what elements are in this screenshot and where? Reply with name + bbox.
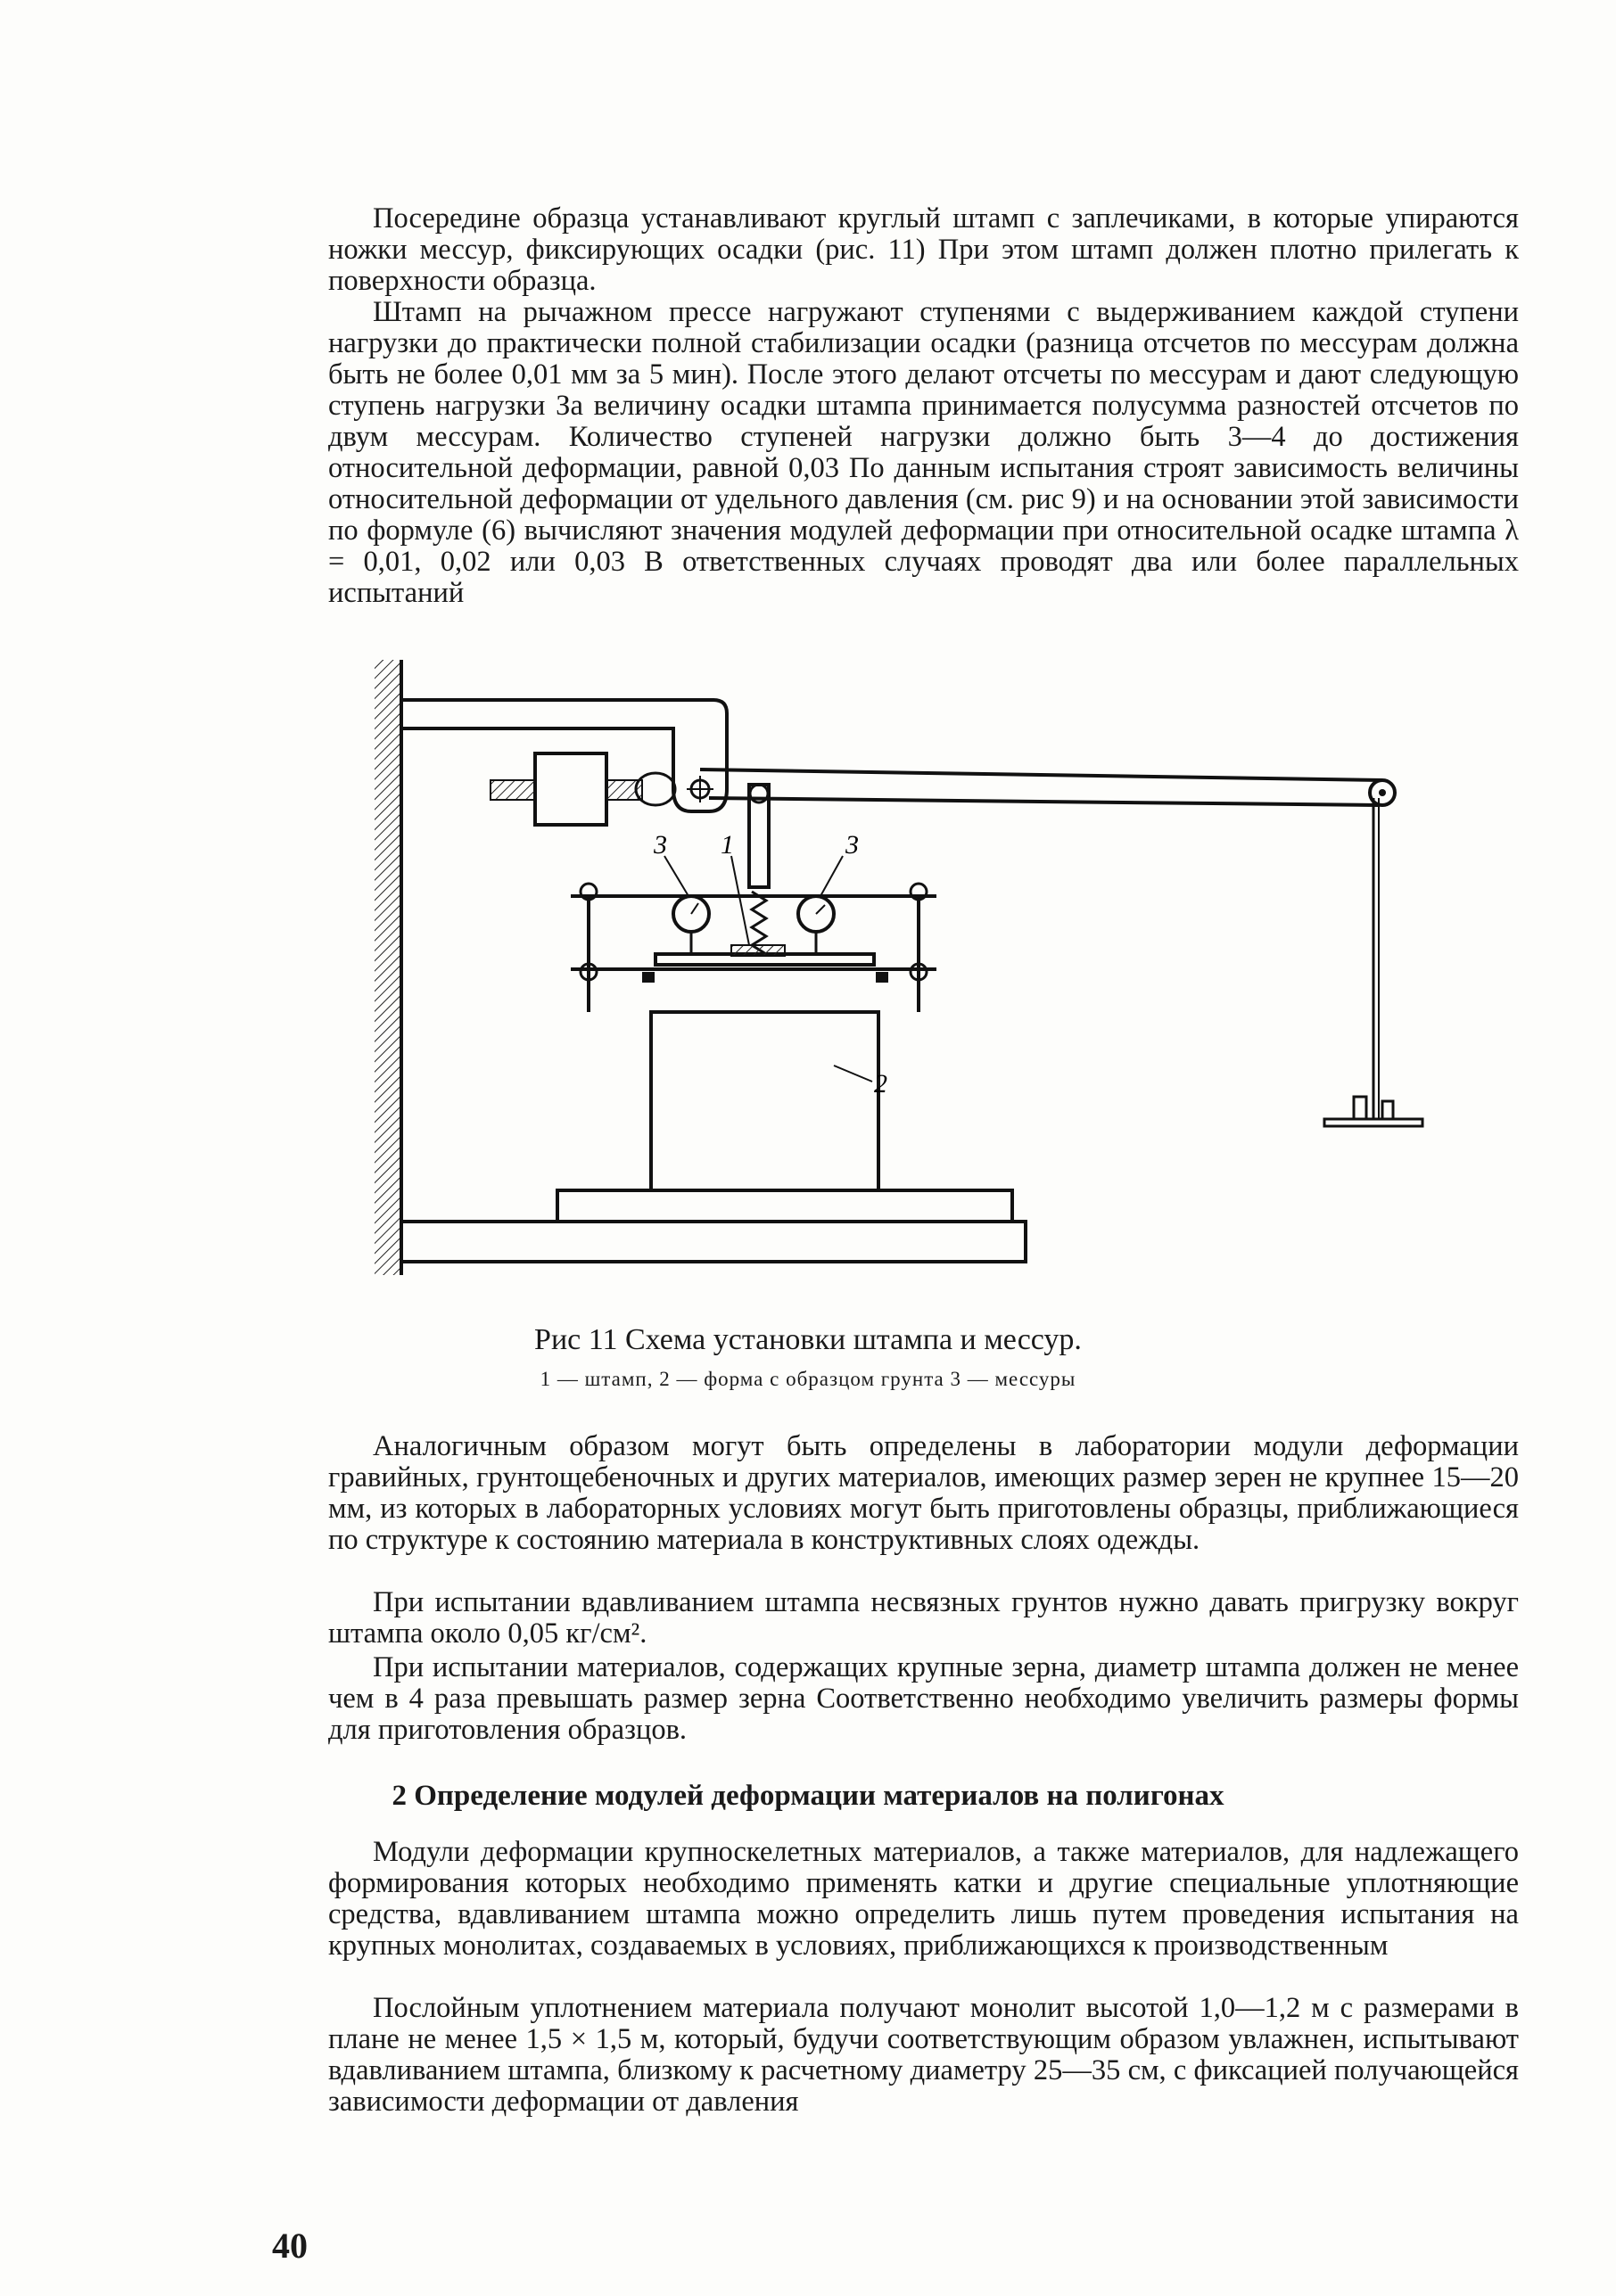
figure-11-diagram (357, 655, 1463, 1315)
paragraph-3: Аналогичным образом могут быть определены в лаборатории модули деформации гравийных, грунтощебеночных и других материалов, имеющих размер зерен не крупнее 15—20 мм, из которых в лабораторных условиях могут быть приготовлены образцы, приближающиеся по структуре к состоянию материала в конструктивных слоях одежды. (328, 1430, 1519, 1556)
paragraph-4: При испытании вдавливанием штампа несвязных грунтов нужно давать пригрузку вокруг штампа около 0,05 кг/см². (328, 1586, 1519, 1650)
lever-bottom (709, 798, 1378, 805)
section-heading: 2 Определение модулей деформации материалов на полигонах (392, 1780, 1224, 1812)
wall-hatching (375, 660, 401, 1275)
paragraph-2: Штамп на рычажном прессе нагружают ступенями с выдерживанием каждой ступени нагрузки до практически полной стабилизации осадки (разница отсчетов по мессурам должна быть не более 0,01 мм за 5 мин). После этого делают отсчеты по мессурам и дают следующую ступень нагрузки За величину осадки штампа принимается полусумма разностей отсчетов по двум мессурам. Количество ступеней нагрузки должно быть 3—4 до достижения относительной деформации, равной 0,03 По данным испытания строят зависимость величины относительной деформации от удельного давления (см. рис 9) и на основании этой зависимости по формуле (6) вычисляют значения модулей деформации при относительной осадке штампа λ = 0,01, 0,02 или 0,03 В ответственных случаях проводят два или более параллельных испытаний (328, 296, 1519, 609)
page-number: 40 (272, 2226, 308, 2266)
lever-top (700, 769, 1382, 780)
weight-pan (1324, 1119, 1422, 1126)
paragraph-7: Послойным уплотнением материала получают монолит высотой 1,0—1,2 м с размерами в плане не менее 1,5 × 1,5 м, который, будучи соответствующим образом увлажнен, испытывают вдавливанием штампа, близкому к расчетному диаметру 25—35 см, с фиксацией получающейся зависимости деформации от давления (328, 1992, 1519, 2118)
counterweight (535, 753, 606, 825)
paragraph-5: При испытании материалов, содержащих крупные зерна, диаметр штампа должен не менее чем в 4 раза превышать размер зерна Соответственно необходимо увеличить размеры формы для приготовления образцов. (328, 1651, 1519, 1746)
paragraph-1: Посередине образца устанавливают круглый штамп с заплечиками, в которые упираются ножки мессур, фиксирующих осадки (рис. 11) При этом штамп должен плотно прилегать к поверхности образца. (328, 202, 1519, 297)
label-3-right: 3 (845, 830, 859, 860)
base-shelf (401, 1222, 1026, 1262)
label-1: 1 (721, 830, 734, 860)
threaded-rod-left (491, 780, 535, 800)
label-2: 2 (874, 1069, 887, 1099)
paragraph-6: Модули деформации крупноскелетных материалов, а также материалов, для надлежащего формирования которых необходимо применять катки и другие специальные уплотняющие средства, вдавливанием штампа можно определить лишь путем проведения испытания на крупных монолитах, создаваемых в условиях, приближающихся к производственным (328, 1836, 1519, 1962)
figure-caption: Рис 11 Схема установки штампа и мессур. (534, 1323, 1082, 1356)
weight-1 (1354, 1097, 1366, 1119)
label-3-left: 3 (654, 830, 667, 860)
sample-mould (651, 1012, 878, 1190)
top-bracket (401, 700, 727, 811)
figure-legend: 1 — штамп, 2 — форма с образцом грунта 3 — мессуры (540, 1368, 1076, 1390)
weight-2 (1382, 1101, 1393, 1119)
base-plate (557, 1190, 1012, 1222)
